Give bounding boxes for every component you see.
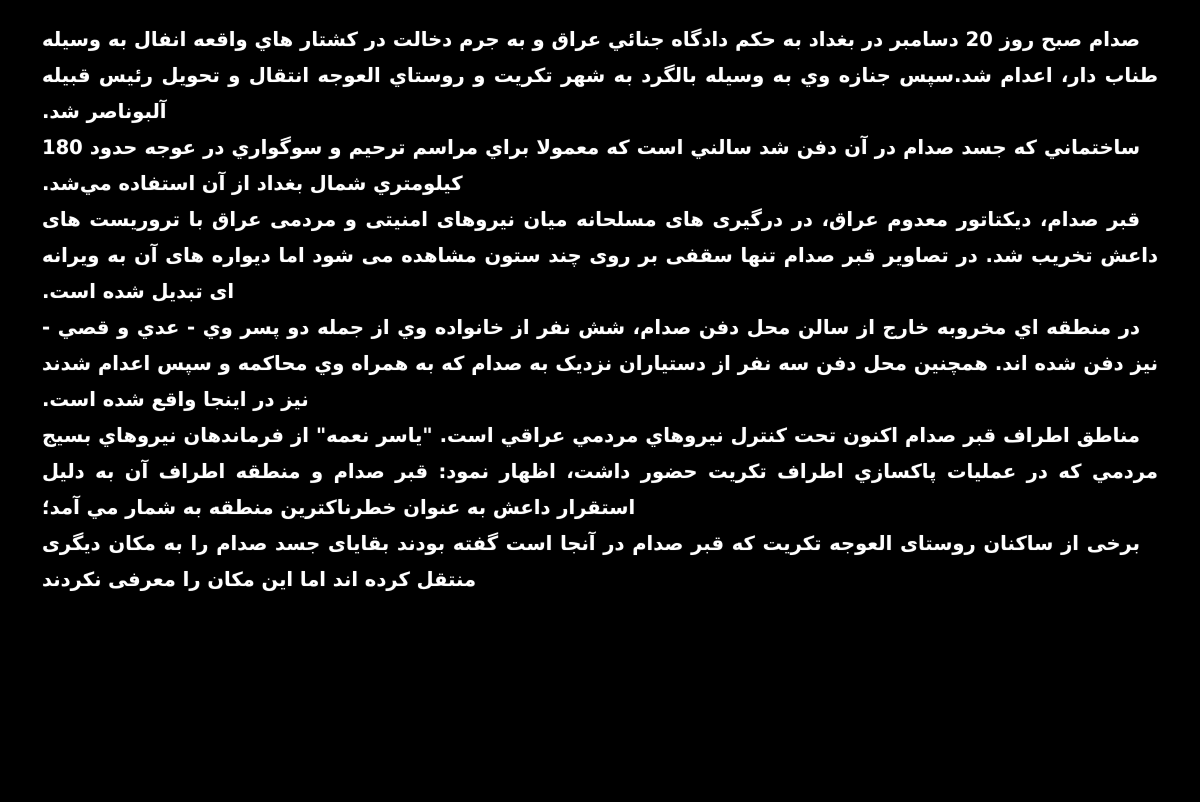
paragraph-2: ساختماني كه جسد صدام در آن دفن شد سالني است كه معمولا براي مراسم ترحيم و سوگواري در عوجه حدود 180 كيلومتري شمال بغداد از آن استفاده مي‌شد. xyxy=(42,136,1140,195)
paragraph-1: صدام صبح روز 20 دسامبر در بغداد به حكم دادگاه جنائي عراق و به جرم دخالت در كشتار هاي واقعه انفال به وسيله طناب دار، اعدام شد.سپس جنازه وي به وسيله بالگرد به شهر تكريت و روستاي العوجه انتقال و تحويل رئيس قبيله آلبوناصر شد. xyxy=(42,28,1158,123)
article-body xyxy=(42,22,1158,598)
paragraph-4: در منطقه اي مخروبه خارج از سالن محل دفن صدام، شش نفر از خانواده وي از جمله دو پسر وي - عدي و قصي - نیز دفن شده اند. همچنین محل دفن سه نفر از دستیاران نزدیک به صدام که به همراه وي محاکمه و سپس اعدام شدند نیز در اینجا واقع شده است. xyxy=(42,316,1158,411)
paragraph-5: مناطق اطراف قبر صدام اكنون تحت كنترل نيروهاي مردمي عراقي است. "ياسر نعمه" از فرماندهان نيروهاي بسيج مردمي كه در عمليات پاكسازي اطراف تكريت حضور داشت، اظهار نمود: قبر صدام و منطقه اطراف آن به دليل استقرار داعش به عنوان خطرناكترين منطقه به شمار مي آمد؛ xyxy=(42,424,1158,519)
paragraph-3: قبر صدام، دیکتاتور معدوم عراق، در درگیری های مسلحانه میان نیروهای امنیتی و مردمی عراق با تروریست های داعش تخریب شد. در تصاویر قبر صدام تنها سقفی بر روی چند ستون مشاهده می شود اما دیواره های آن به ویرانه ای تبدیل شده است. xyxy=(42,208,1158,303)
paragraph-6: برخی از ساکنان روستای العوجه تکریت که قبر صدام در آنجا است گفته بودند بقایای جسد صدام را به مکان دیگری منتقل کرده اند اما این مکان را معرفی نکردند xyxy=(42,532,1140,591)
